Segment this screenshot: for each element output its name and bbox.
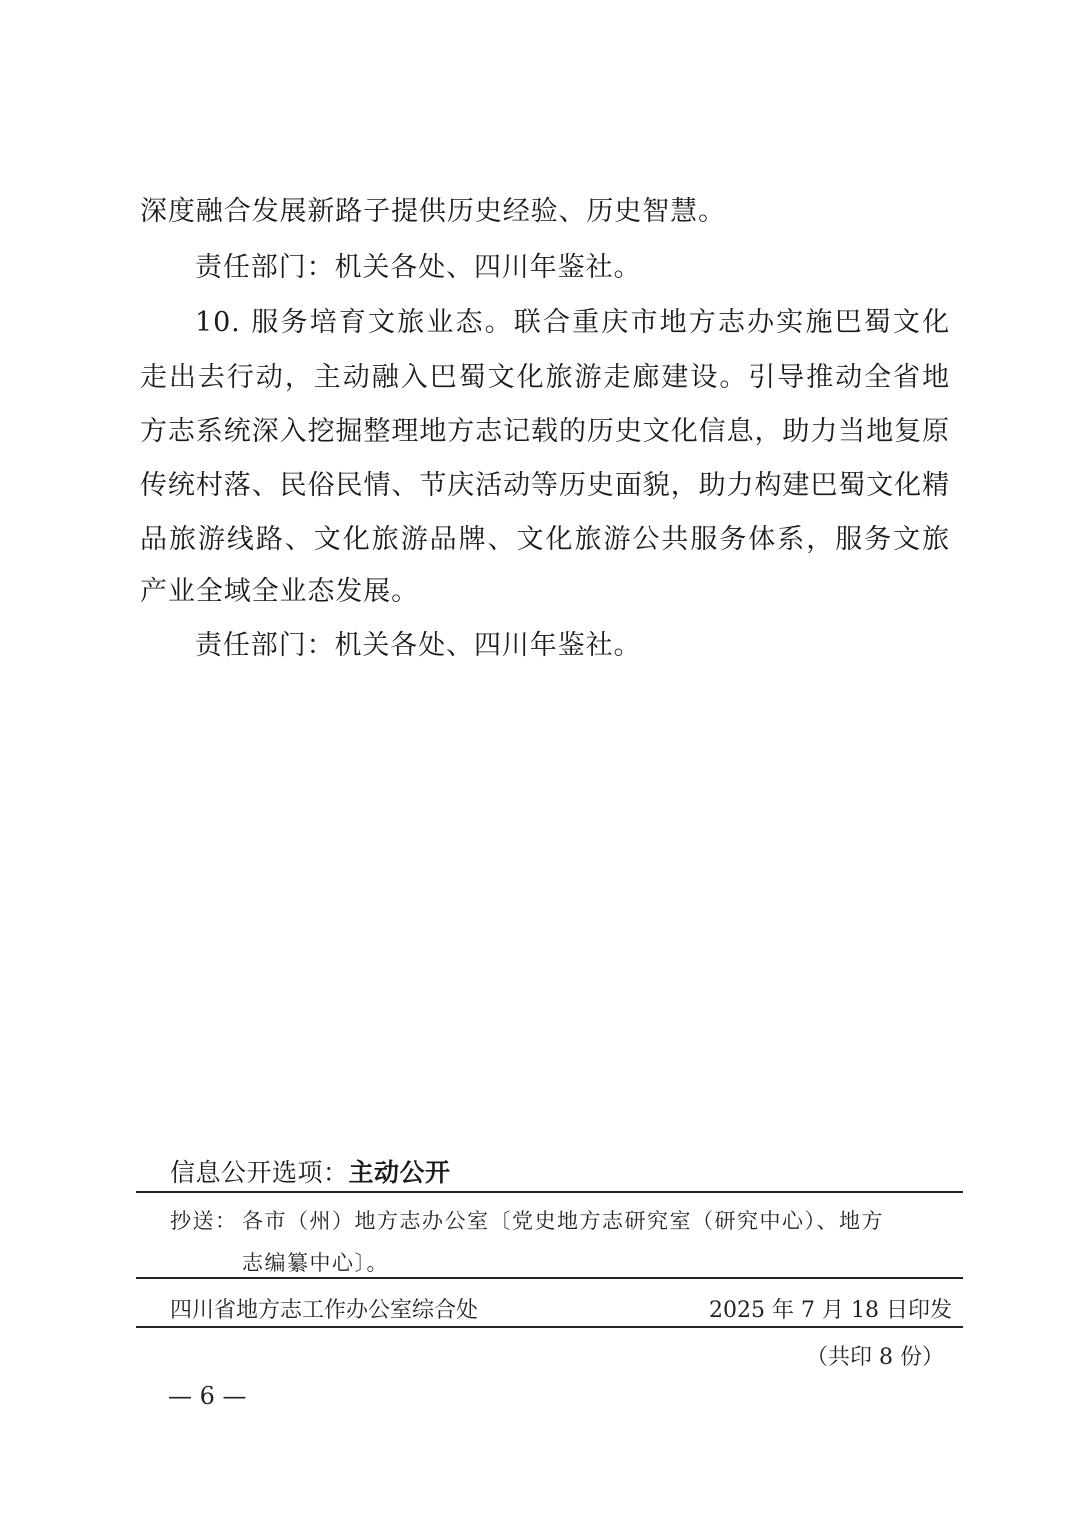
body-line-8: 产业全域全业态发展。 (140, 576, 419, 607)
issuer: 四川省地方志工作办公室综合处 (170, 1298, 479, 1323)
body-line-7: 品旅游线路、文化旅游品牌、文化旅游公共服务体系，服务文旅 (140, 524, 950, 555)
rule-bottom (136, 1326, 963, 1328)
info-disclosure-label: 信息公开选项： (170, 1158, 349, 1187)
cc-line-2: 志编纂中心〕。 (242, 1251, 389, 1275)
body-line-5: 方志系统深入挖掘整理地方志记载的历史文化信息，助力当地复原 (140, 416, 950, 447)
item-10-heading: 10. 服务培育文旅业态。联合重庆市地方志办实施巴蜀文化 (195, 307, 950, 338)
issue-date: 2025 年 7 月 18 日印发 (709, 1298, 952, 1323)
page-number: — 6 — (168, 1382, 247, 1410)
body-line-6: 传统村落、民俗民情、节庆活动等历史面貌，助力构建巴蜀文化精 (140, 470, 950, 501)
body-line-4: 走出去行动，主动融入巴蜀文化旅游走廊建设。引导推动全省地 (140, 362, 950, 393)
cc-label: 抄送： (170, 1209, 238, 1233)
body-line-1: 深度融合发展新路子提供历史经验、历史智慧。 (140, 196, 726, 227)
rule-middle (136, 1277, 963, 1279)
copies-count: （共印 8 份） (806, 1345, 944, 1370)
responsible-dept-2: 责任部门：机关各处、四川年鉴社。 (195, 630, 642, 661)
cc-line-1: 各市（州）地方志办公室〔党史地方志研究室（研究中心）、地方 (242, 1209, 884, 1233)
rule-top (136, 1191, 963, 1193)
responsible-dept-1: 责任部门：机关各处、四川年鉴社。 (195, 252, 642, 283)
info-disclosure (170, 1153, 451, 1189)
info-disclosure-value: 主动公开 (348, 1158, 451, 1187)
